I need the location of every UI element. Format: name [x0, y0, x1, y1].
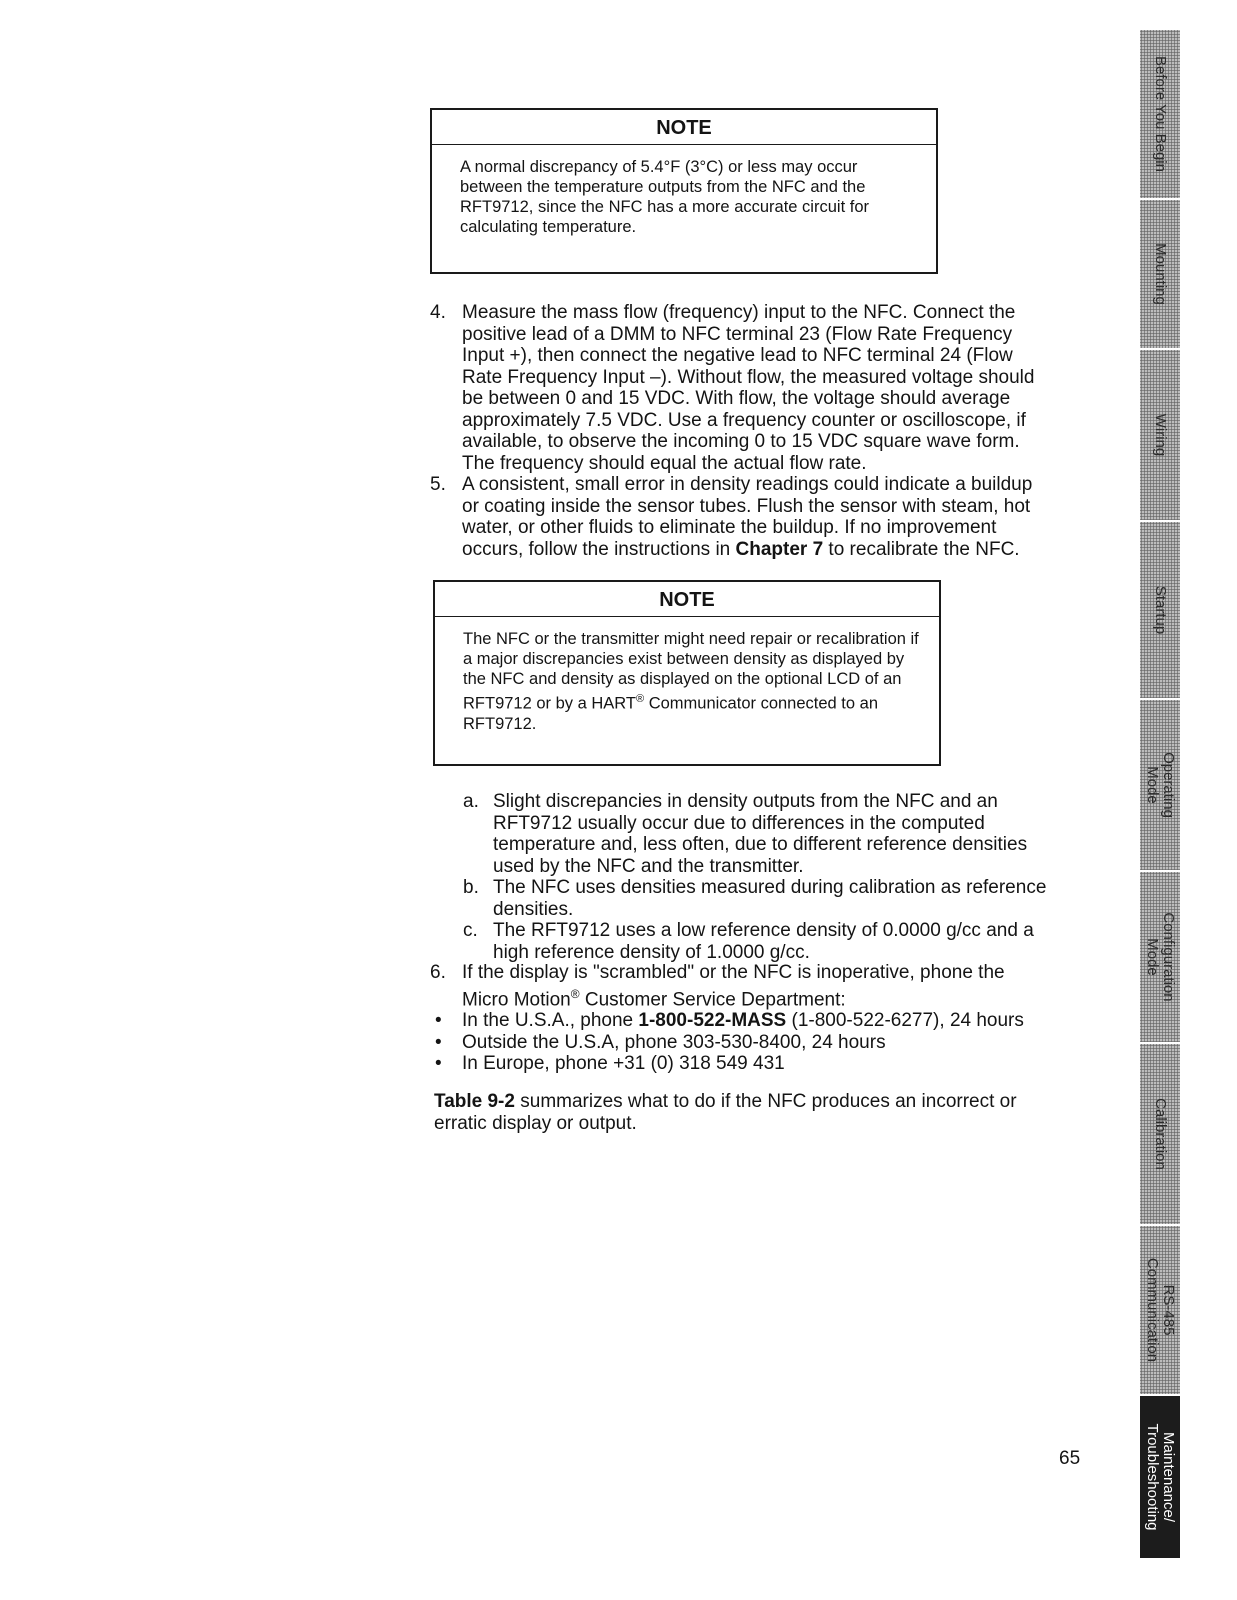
bullet-icon: • [435, 1053, 442, 1075]
summary-text: summarizes what to do if the NFC produces an incorrect or erratic display or output. [434, 1091, 1017, 1134]
page-number: 65 [1059, 1448, 1081, 1469]
substep-letter: c. [463, 920, 478, 941]
tab-label: Calibration [1152, 1098, 1169, 1170]
tab-maintenance-troubleshooting[interactable] [1140, 1396, 1180, 1560]
note-title: NOTE [435, 582, 939, 617]
step-number: 6. [430, 962, 446, 983]
substep-text: The NFC uses densities measured during calibration as reference densities. [493, 877, 1047, 920]
summary-paragraph [434, 1091, 1094, 1134]
substep-letter: b. [463, 877, 479, 898]
step-number: 5. [430, 474, 446, 495]
substep-letter: a. [463, 791, 479, 812]
substep-text: Slight discrepancies in density outputs from the NFC and an RFT9712 usually occur due to differences in the computed temperature and, less often, due to different reference densities used by the NFC and the transmitter. [493, 791, 1028, 877]
bullet-icon: • [435, 1010, 442, 1032]
substep-b [463, 877, 1103, 920]
tab-startup[interactable] [1140, 522, 1180, 700]
step-text [462, 474, 1090, 560]
registered-mark: ® [636, 693, 645, 705]
bullet-text-part: In the U.S.A., phone [462, 1010, 639, 1032]
step-5 [430, 474, 1090, 560]
registered-mark: ® [570, 986, 580, 1001]
phone-number-bold: 1-800-522-MASS [638, 1010, 787, 1032]
step-6-list [430, 962, 1090, 1075]
tab-rs485-communication[interactable] [1140, 1226, 1180, 1396]
tab-operating-mode[interactable] [1140, 700, 1180, 872]
tab-label: Startup [1152, 585, 1169, 635]
table-reference: Table 9-2 [434, 1091, 515, 1112]
bullet-outside-us-phone [430, 1032, 1090, 1054]
step-text-part: A consistent, small error in density readings could indicate a buildup or coating inside the sensor tubes. Flush the sensor with steam, hot water, or other fluids to eliminate the buildup. If no improvement occurs, follow the instructions in [462, 474, 1033, 560]
tab-label: Configuration Mode [1144, 912, 1177, 1002]
step-text-part: Customer Service Department: [579, 988, 846, 1010]
tab-before-you-begin[interactable] [1140, 30, 1180, 200]
steps-list [430, 302, 1090, 560]
step-text [462, 962, 1090, 1010]
bullet-europe-phone [430, 1053, 1090, 1075]
tab-calibration[interactable] [1140, 1044, 1180, 1226]
step-text: Measure the mass flow (frequency) input to the NFC. Connect the positive lead of a DMM to NFC terminal 23 (Flow Rate Frequency Input +), then connect the negative lead to NFC terminal 24 (Flow Rate Frequency Input –). Without flow, the measured voltage should be between 0 and 15 VDC. With flow, the voltage should average approximately 7.5 VDC. Use a frequency counter or oscilloscope, if available, to observe the incoming 0 to 15 VDC square wave form. The frequency should equal the actual flow rate. [462, 302, 1035, 474]
tab-label: Before You Begin [1152, 56, 1169, 172]
substep-text: The RFT9712 uses a low reference density of 0.0000 g/cc and a high reference density of 1.0000 g/cc. [493, 920, 1034, 963]
substep-a [463, 791, 1103, 877]
tab-label: Mounting [1152, 243, 1169, 305]
note-box-temperature [430, 108, 938, 274]
step-6 [430, 962, 1090, 1010]
note-text-part: The NFC or the transmitter might need repair or recalibration if a major discrepancies exist between density as displayed by the NFC and density as displayed on the optional LCD of an RFT9712 or by a HART [463, 630, 919, 713]
bullet-text: Outside the U.S.A, phone 303-530-8400, 24 hours [462, 1031, 886, 1053]
bullet-icon: • [435, 1031, 442, 1053]
chapter-reference: Chapter 7 [735, 538, 824, 560]
bullet-text: In Europe, phone +31 (0) 318 549 431 [462, 1053, 785, 1075]
bullet-us-phone [430, 1010, 1090, 1032]
substep-c [463, 920, 1103, 963]
tab-label: RS-485 Communication [1144, 1257, 1177, 1363]
step-text-part: If the display is "scrambled" or the NFC is inoperative, phone the Micro Motion [462, 962, 1005, 1010]
step-text-part: to recalibrate the NFC. [823, 538, 1020, 560]
step-number: 4. [430, 302, 446, 323]
bullet-text [462, 1010, 1090, 1032]
tab-wiring[interactable] [1140, 350, 1180, 522]
tab-label: Maintenance/ Troubleshooting [1144, 1423, 1177, 1531]
note-title: NOTE [432, 110, 936, 145]
note-text-part: Communicator connected to an RFT9712. [463, 694, 879, 733]
tab-label: Wiring [1152, 413, 1169, 457]
tab-label: Operating Mode [1144, 752, 1177, 818]
step-4 [430, 302, 1090, 474]
note-box-density [433, 580, 941, 766]
substeps-list [463, 791, 1103, 963]
tab-mounting[interactable] [1140, 200, 1180, 350]
note-text: A normal discrepancy of 5.4°F (3°C) or less may occur between the temperature outputs from the NFC and the RFT9712, since the NFC has a more accurate circuit for calculating temperature. [460, 158, 869, 236]
side-tabs [1140, 30, 1180, 1560]
bullet-text-part: (1-800-522-6277), 24 hours [786, 1010, 1024, 1032]
note-text [435, 617, 939, 734]
tab-configuration-mode[interactable] [1140, 872, 1180, 1044]
